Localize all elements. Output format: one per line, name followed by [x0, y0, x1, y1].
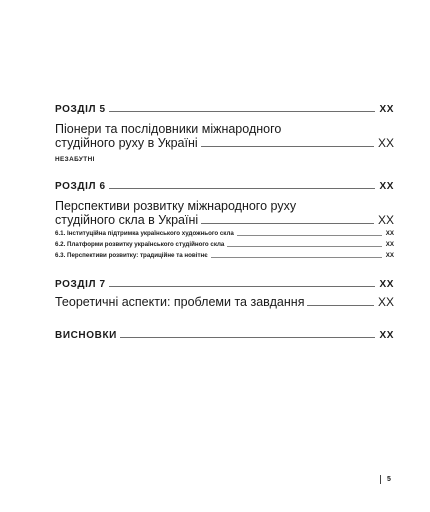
subsection-label: 6.2. Платформи розвитку українського студійного скла: [55, 241, 225, 248]
page-number: 5: [387, 476, 391, 483]
page-ref: XX: [377, 213, 394, 227]
page-ref: XX: [377, 295, 394, 309]
toc-item-6-2[interactable]: [55, 241, 394, 248]
page-ref: XX: [377, 136, 394, 150]
page-footer: [380, 475, 391, 484]
dot-leader: [109, 111, 376, 112]
toc-section-5-title[interactable]: [55, 136, 394, 150]
section-title-line2: студійного руху в Україні: [55, 136, 198, 150]
subsection-label: 6.1. Інституційна підтримка українського художнього скла: [55, 230, 234, 237]
dot-leader: [307, 305, 374, 306]
toc-item-6-1[interactable]: [55, 230, 394, 237]
toc-section-5[interactable]: [55, 104, 394, 115]
section-6-title-line1: Перспективи розвитку міжнародного руху: [55, 199, 297, 213]
page-ref: XX: [379, 104, 394, 115]
subsection-label: 6.3. Перспективи розвитку: традиційне та новітнє: [55, 252, 208, 259]
section-5-note: НЕЗАБУТНІ: [55, 156, 95, 163]
toc-section-7[interactable]: [55, 279, 394, 290]
section-label: РОЗДІЛ 7: [55, 279, 106, 290]
page-ref: XX: [385, 252, 394, 259]
section-label: РОЗДІЛ 6: [55, 181, 106, 192]
toc-conclusions[interactable]: [55, 330, 394, 341]
page-ref: XX: [385, 230, 394, 237]
dot-leader: [201, 146, 374, 147]
dot-leader: [109, 286, 376, 287]
page-ref: XX: [379, 330, 394, 341]
section-label: ВИСНОВКИ: [55, 330, 117, 341]
dot-leader: [211, 257, 382, 258]
toc-section-6-title[interactable]: [55, 213, 394, 227]
footer-separator: [380, 475, 381, 484]
section-label: РОЗДІЛ 5: [55, 104, 106, 115]
dot-leader: [201, 223, 374, 224]
section-title: Теоретичні аспекти: проблеми та завдання: [55, 295, 305, 309]
section-5-title-line1: Піонери та послідовники міжнародного: [55, 122, 282, 136]
toc-section-7-title[interactable]: [55, 295, 394, 309]
dot-leader: [109, 188, 376, 189]
dot-leader: [237, 235, 382, 236]
page-ref: XX: [385, 241, 394, 248]
toc-section-6[interactable]: [55, 181, 394, 192]
dot-leader: [120, 337, 376, 338]
toc-item-6-3[interactable]: [55, 252, 394, 259]
section-title-line2: студійного скла в Україні: [55, 213, 199, 227]
page-ref: XX: [379, 181, 394, 192]
dot-leader: [227, 246, 381, 247]
page-ref: XX: [379, 279, 394, 290]
